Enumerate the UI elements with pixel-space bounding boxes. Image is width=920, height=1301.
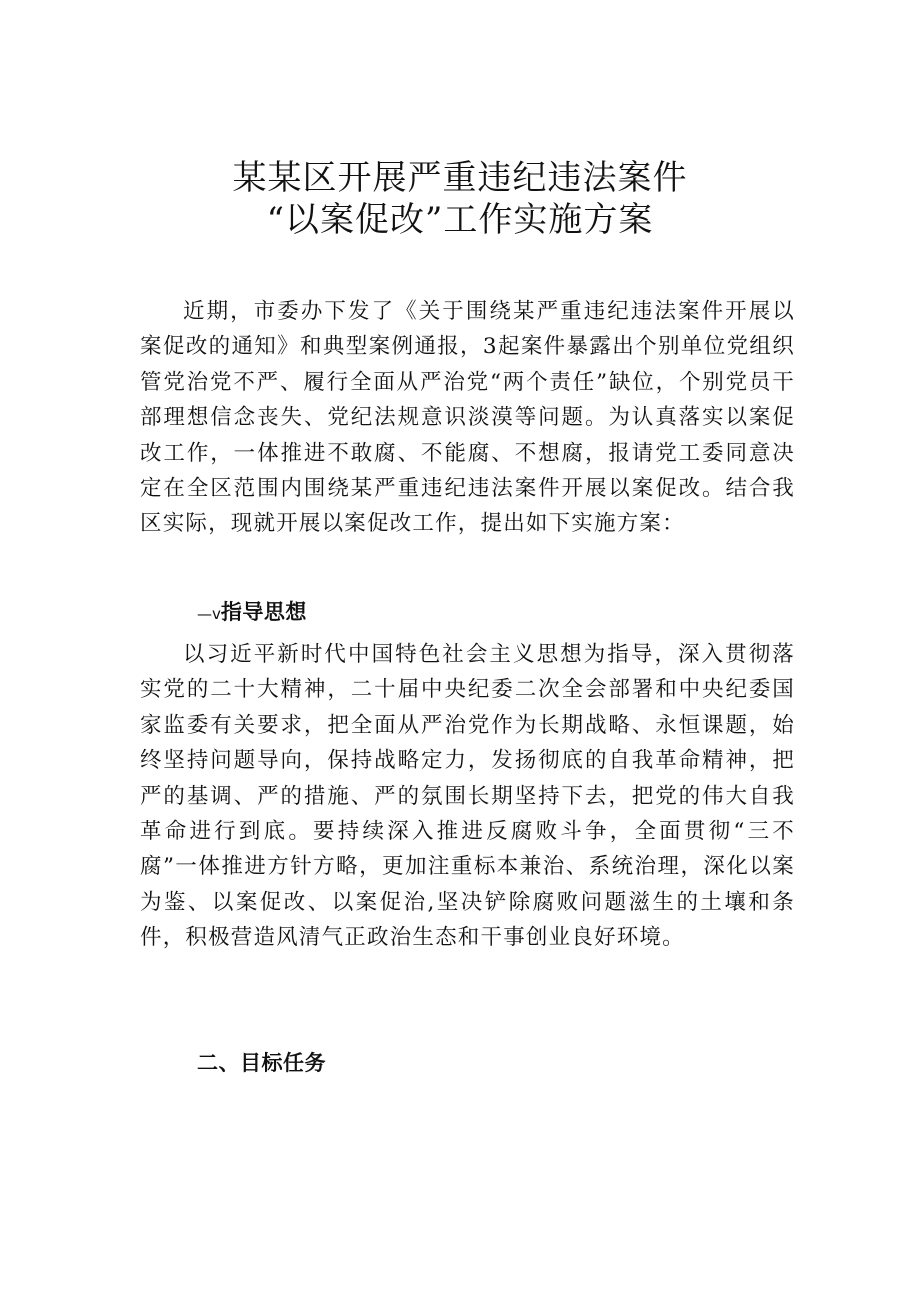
section-1-paragraph: 以习近平新时代中国特色社会主义思想为指导，深入贯彻落实党的二十大精神，二十届中央纪委二次全会部署和中央纪委国家监委有关要求，把全面从严治党作为长期战略、永恒课题，始终坚持问题导向，保持战略定力，发扬彻底的自我革命精神，把严的基调、严的措施、严的氛围长期坚持下去，把党的伟大自我革命进行到底。要持续深入推进反腐败斗争，全面贯彻“三不腐”一体推进方针方略，更加注重标本兼治、系统治理，深化以案为鉴、以案促改、以案促治,坚决铲除腐败问题滋生的土壤和条件，积极营造风清气正政治生态和干事创业良好环境。 xyxy=(140,642,795,951)
section-1-heading-text: 指导思想 xyxy=(220,600,307,624)
intro-paragraph: 近期，市委办下发了《关于围绕某严重违纪违法案件开展以案促改的通知》和典型案例通报，3起案件暴露出个别单位党组织管党治党不严、履行全面从严治党“两个责任”缺位，个别党员干部理想信念丧失、党纪法规意识淡漠等问题。为认真落实以案促改工作，一体推进不敢腐、不能腐、不想腐，报请党工委同意决定在全区范围内围绕某严重违纪违法案件开展以案促改。结合我区实际，现就开展以案促改工作，提出如下实施方案： xyxy=(140,299,795,537)
section-1-heading xyxy=(197,597,307,629)
section-2-heading: 二、目标任务 xyxy=(197,1051,326,1075)
document-title-line-1: 某某区开展严重违纪违法案件 xyxy=(232,158,688,198)
document-title-line-2: “以案促改”工作实施方案 xyxy=(266,200,654,240)
section-1-number: —v xyxy=(197,605,221,623)
